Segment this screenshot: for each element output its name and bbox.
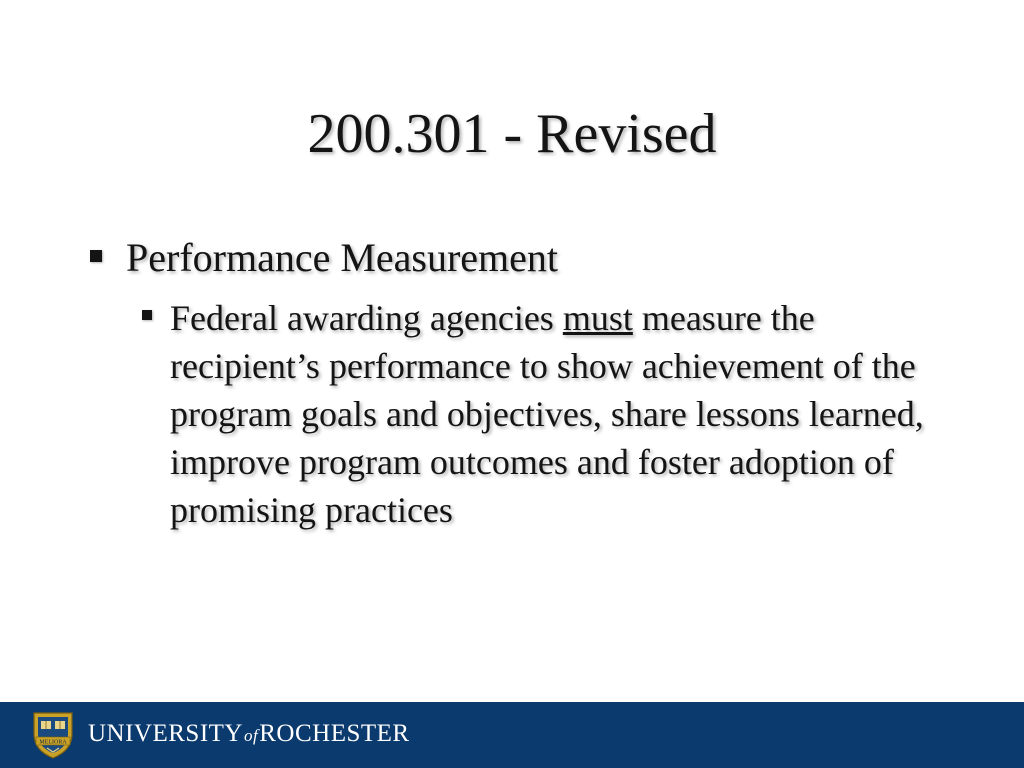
logo-of: of bbox=[244, 726, 259, 745]
sub-bullet-federal-agencies bbox=[170, 294, 950, 534]
footer-bar bbox=[0, 702, 1024, 768]
sub-bullet-text-start: Federal awarding agencies bbox=[170, 298, 563, 338]
university-seal-icon bbox=[30, 710, 76, 760]
square-bullet-icon bbox=[142, 310, 152, 320]
underlined-must: must bbox=[562, 298, 633, 338]
logo-rochester: ROCHESTER bbox=[259, 720, 410, 747]
slide-title: 200.301 - Revised bbox=[307, 103, 717, 165]
bullet-performance-measurement: Performance Measurement bbox=[126, 235, 559, 280]
seal-motto: MELIORA bbox=[39, 739, 67, 746]
logo-university: UNIVERSITY bbox=[88, 720, 243, 747]
square-bullet-icon bbox=[90, 250, 102, 262]
sub-bullet-text-end: measure the recipient’s performance to show achievement of the program goals and objectives, share lessons learned, improve program outcomes and foster adoption of promising practices bbox=[170, 298, 924, 530]
university-logo-text bbox=[88, 719, 410, 751]
